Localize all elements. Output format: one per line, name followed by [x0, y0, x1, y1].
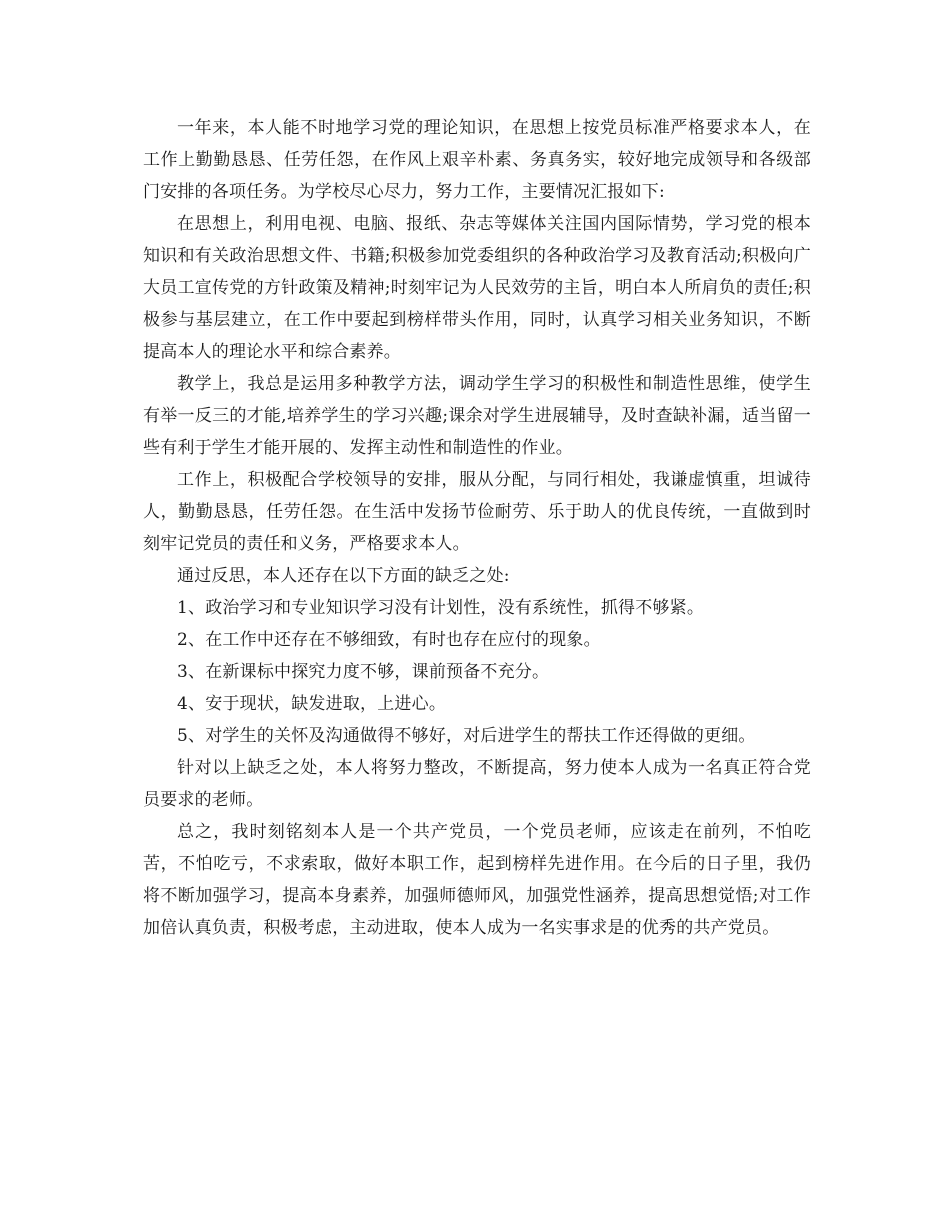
list-item: 4、安于现状，缺发进取，上进心。	[177, 694, 447, 714]
paragraph-intro: 一年来，本人能不时地学习党的理论知识，在思想上按党员标准严格要求本人，在工作上勤勤恳恳、任劳任怨，在作风上艰辛朴素、务真务实，较好地完成领导和各级部门安排的各项任务。为学校尽心尽力，努力工作，主要情况汇报如下:	[143, 118, 811, 202]
paragraph-conclusion: 总之，我时刻铭刻本人是一个共产党员，一个党员老师，应该走在前列，不怕吃苦，不怕吃亏，不求索取，做好本职工作，起到榜样先进作用。在今后的日子里，我仍将不断加强学习，提高本身素养，加强师德师风，加强党性涵养，提高思想觉悟;对工作加倍认真负责，积极考虑，主动进取，使本人成为一名实事求是的优秀的共产党员。	[143, 822, 811, 938]
paragraph-work: 工作上，积极配合学校领导的安排，服从分配，与同行相处，我谦虚慎重，坦诚待人，勤勤恳恳，任劳任怨。在生活中发扬节俭耐劳、乐于助人的优良传统，一直做到时刻牢记党员的责任和义务，严格要求本人。	[143, 470, 811, 554]
list-item: 3、在新课标中探究力度不够，课前预备不充分。	[177, 662, 550, 682]
list-item: 1、政治学习和专业知识学习没有计划性，没有系统性，抓得不够紧。	[177, 598, 705, 618]
list-item: 5、对学生的关怀及沟通做得不够好，对后进学生的帮扶工作还得做的更细。	[177, 726, 756, 746]
paragraph-reflection-heading: 通过反思，本人还存在以下方面的缺乏之处:	[177, 566, 510, 586]
paragraph-teaching: 教学上，我总是运用多种教学方法，调动学生学习的积极性和制造性思维，使学生有举一反三的才能,培养学生的学习兴趣;课余对学生进展辅导，及时查缺补漏，适当留一些有利于学生才能开展的、发挥主动性和制造性的作业。	[143, 374, 811, 458]
paragraph-improvement: 针对以上缺乏之处，本人将努力整改，不断提高，努力使本人成为一名真正符合党员要求的老师。	[143, 758, 811, 810]
document-body	[143, 112, 811, 944]
paragraph-ideology: 在思想上，利用电视、电脑、报纸、杂志等媒体关注国内国际情势，学习党的根本知识和有关政治思想文件、书籍;积极参加党委组织的各种政治学习及教育活动;积极向广大员工宣传党的方针政策及精神;时刻牢记为人民效劳的主旨，明白本人所肩负的责任;积极参与基层建立，在工作中要起到榜样带头作用，同时，认真学习相关业务知识，不断提高本人的理论水平和综合素养。	[143, 214, 811, 362]
list-item: 2、在工作中还存在不够细致，有时也存在应付的现象。	[177, 630, 601, 650]
